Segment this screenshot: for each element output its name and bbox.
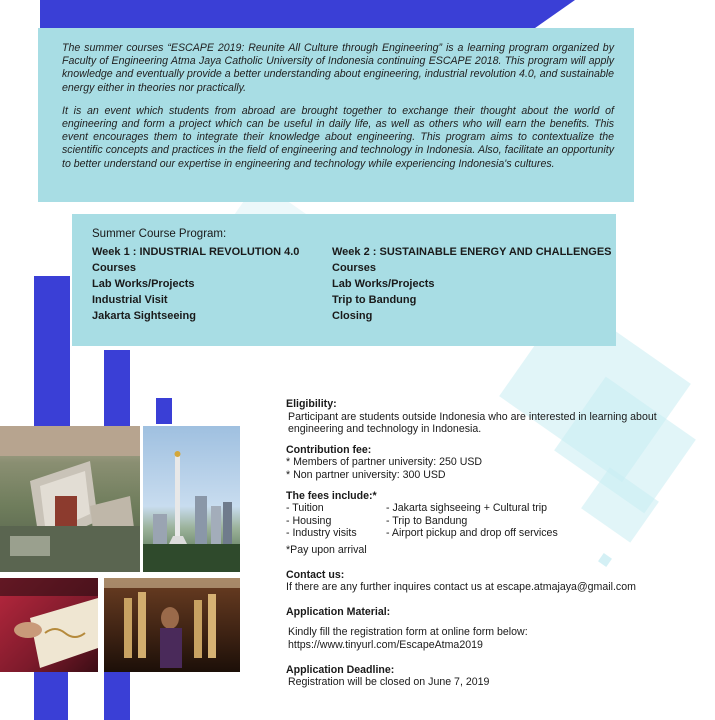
program-title: Summer Course Program:: [92, 228, 227, 240]
week2-column: [332, 246, 612, 326]
application-heading: Application Material:: [286, 605, 391, 618]
angklung-cultural-photo: [104, 578, 240, 672]
eligibility-heading: Eligibility:: [286, 398, 337, 410]
fees-include-list: [286, 502, 706, 540]
week1-column: [92, 246, 299, 326]
decorative-blue-bar: [156, 398, 172, 424]
intro-description-box: [38, 28, 634, 202]
intro-paragraph-1: The summer courses “ESCAPE 2019: Reunite All Culture through Engineering” is a learning program organized by Faculty of Engineering Atma Jaya Catholic University of Indonesia continuing ESCAPE 2018. This program will apply knowledge and eventually provide a better understanding about engineering, industrial revolution 4.0, and sustainable energy either in theories nor practically.: [62, 42, 614, 94]
fee-include-item: - Tuition: [286, 502, 324, 515]
fee-line: * Non partner university: 300 USD: [286, 468, 446, 481]
fee-include-item: - Industry visits: [286, 527, 357, 540]
monas-skyline-photo: [143, 426, 240, 572]
fee-include-item: - Trip to Bandung: [386, 514, 468, 527]
fee-include-item: - Airport pickup and drop off services: [386, 527, 558, 540]
week1-item: Courses: [92, 262, 137, 274]
week1-heading: Week 1 : INDUSTRIAL REVOLUTION 4.0: [92, 246, 300, 258]
contact-heading: Contact us:: [286, 568, 345, 581]
week2-item: Lab Works/Projects: [332, 278, 435, 290]
week2-item: Courses: [332, 262, 377, 274]
decorative-blue-bar: [34, 276, 70, 426]
eligibility-text: Participant are students outside Indonesia who are interested in learning about engineering and technology in Indonesia.: [288, 410, 657, 436]
fee-include-item: - Jakarta sighseeing + Cultural trip: [386, 502, 548, 515]
decorative-blue-bar: [34, 672, 68, 720]
pay-note: *Pay upon arrival: [286, 543, 367, 556]
week2-item: Trip to Bandung: [332, 294, 417, 306]
deadline-heading: Application Deadline:: [286, 663, 395, 676]
fee-line: * Members of partner university: 250 USD: [286, 456, 483, 469]
decorative-blue-bar: [104, 672, 130, 720]
week1-item: Lab Works/Projects: [92, 278, 195, 290]
info-section: [286, 398, 706, 689]
week2-item: Closing: [332, 310, 373, 322]
top-blue-banner-shape: [40, 0, 575, 30]
fee-include-item: - Housing: [286, 514, 332, 527]
application-text: Kindly fill the registration form at online form below:: [288, 626, 528, 639]
batik-painting-photo: [0, 578, 98, 672]
decorative-blue-bar: [104, 350, 130, 426]
campus-aerial-photo: [0, 426, 140, 572]
week1-item: Industrial Visit: [92, 294, 168, 306]
application-url[interactable]: https://www.tinyurl.com/EscapeAtma2019: [288, 638, 483, 651]
contact-text: If there are any further inquires contact us at escape.atmajaya@gmail.com: [286, 581, 636, 594]
intro-paragraph-2: It is an event which students from abroad are brought together to exchange their thought about the world of engineering and form a project which can be useful in daily life, as well as others who will earn the benefits. This event encourages them to integrate their knowledge about engineering. This program aims to contextualize the scientific concepts and practices in the field of engineering and technology in Indonesia. Also, facilitate an opportunity to better understand our expertise in engineering and technology while experiencing Indonesia's cultures.: [62, 104, 614, 170]
week1-item: Jakarta Sightseeing: [92, 310, 196, 322]
program-box: [72, 214, 616, 346]
contribution-fee-heading: Contribution fee:: [286, 443, 372, 456]
deadline-text: Registration will be closed on June 7, 2019: [288, 676, 490, 689]
fees-include-heading: The fees include:*: [286, 489, 377, 502]
week2-heading: Week 2 : SUSTAINABLE ENERGY AND CHALLENGES: [332, 246, 612, 258]
